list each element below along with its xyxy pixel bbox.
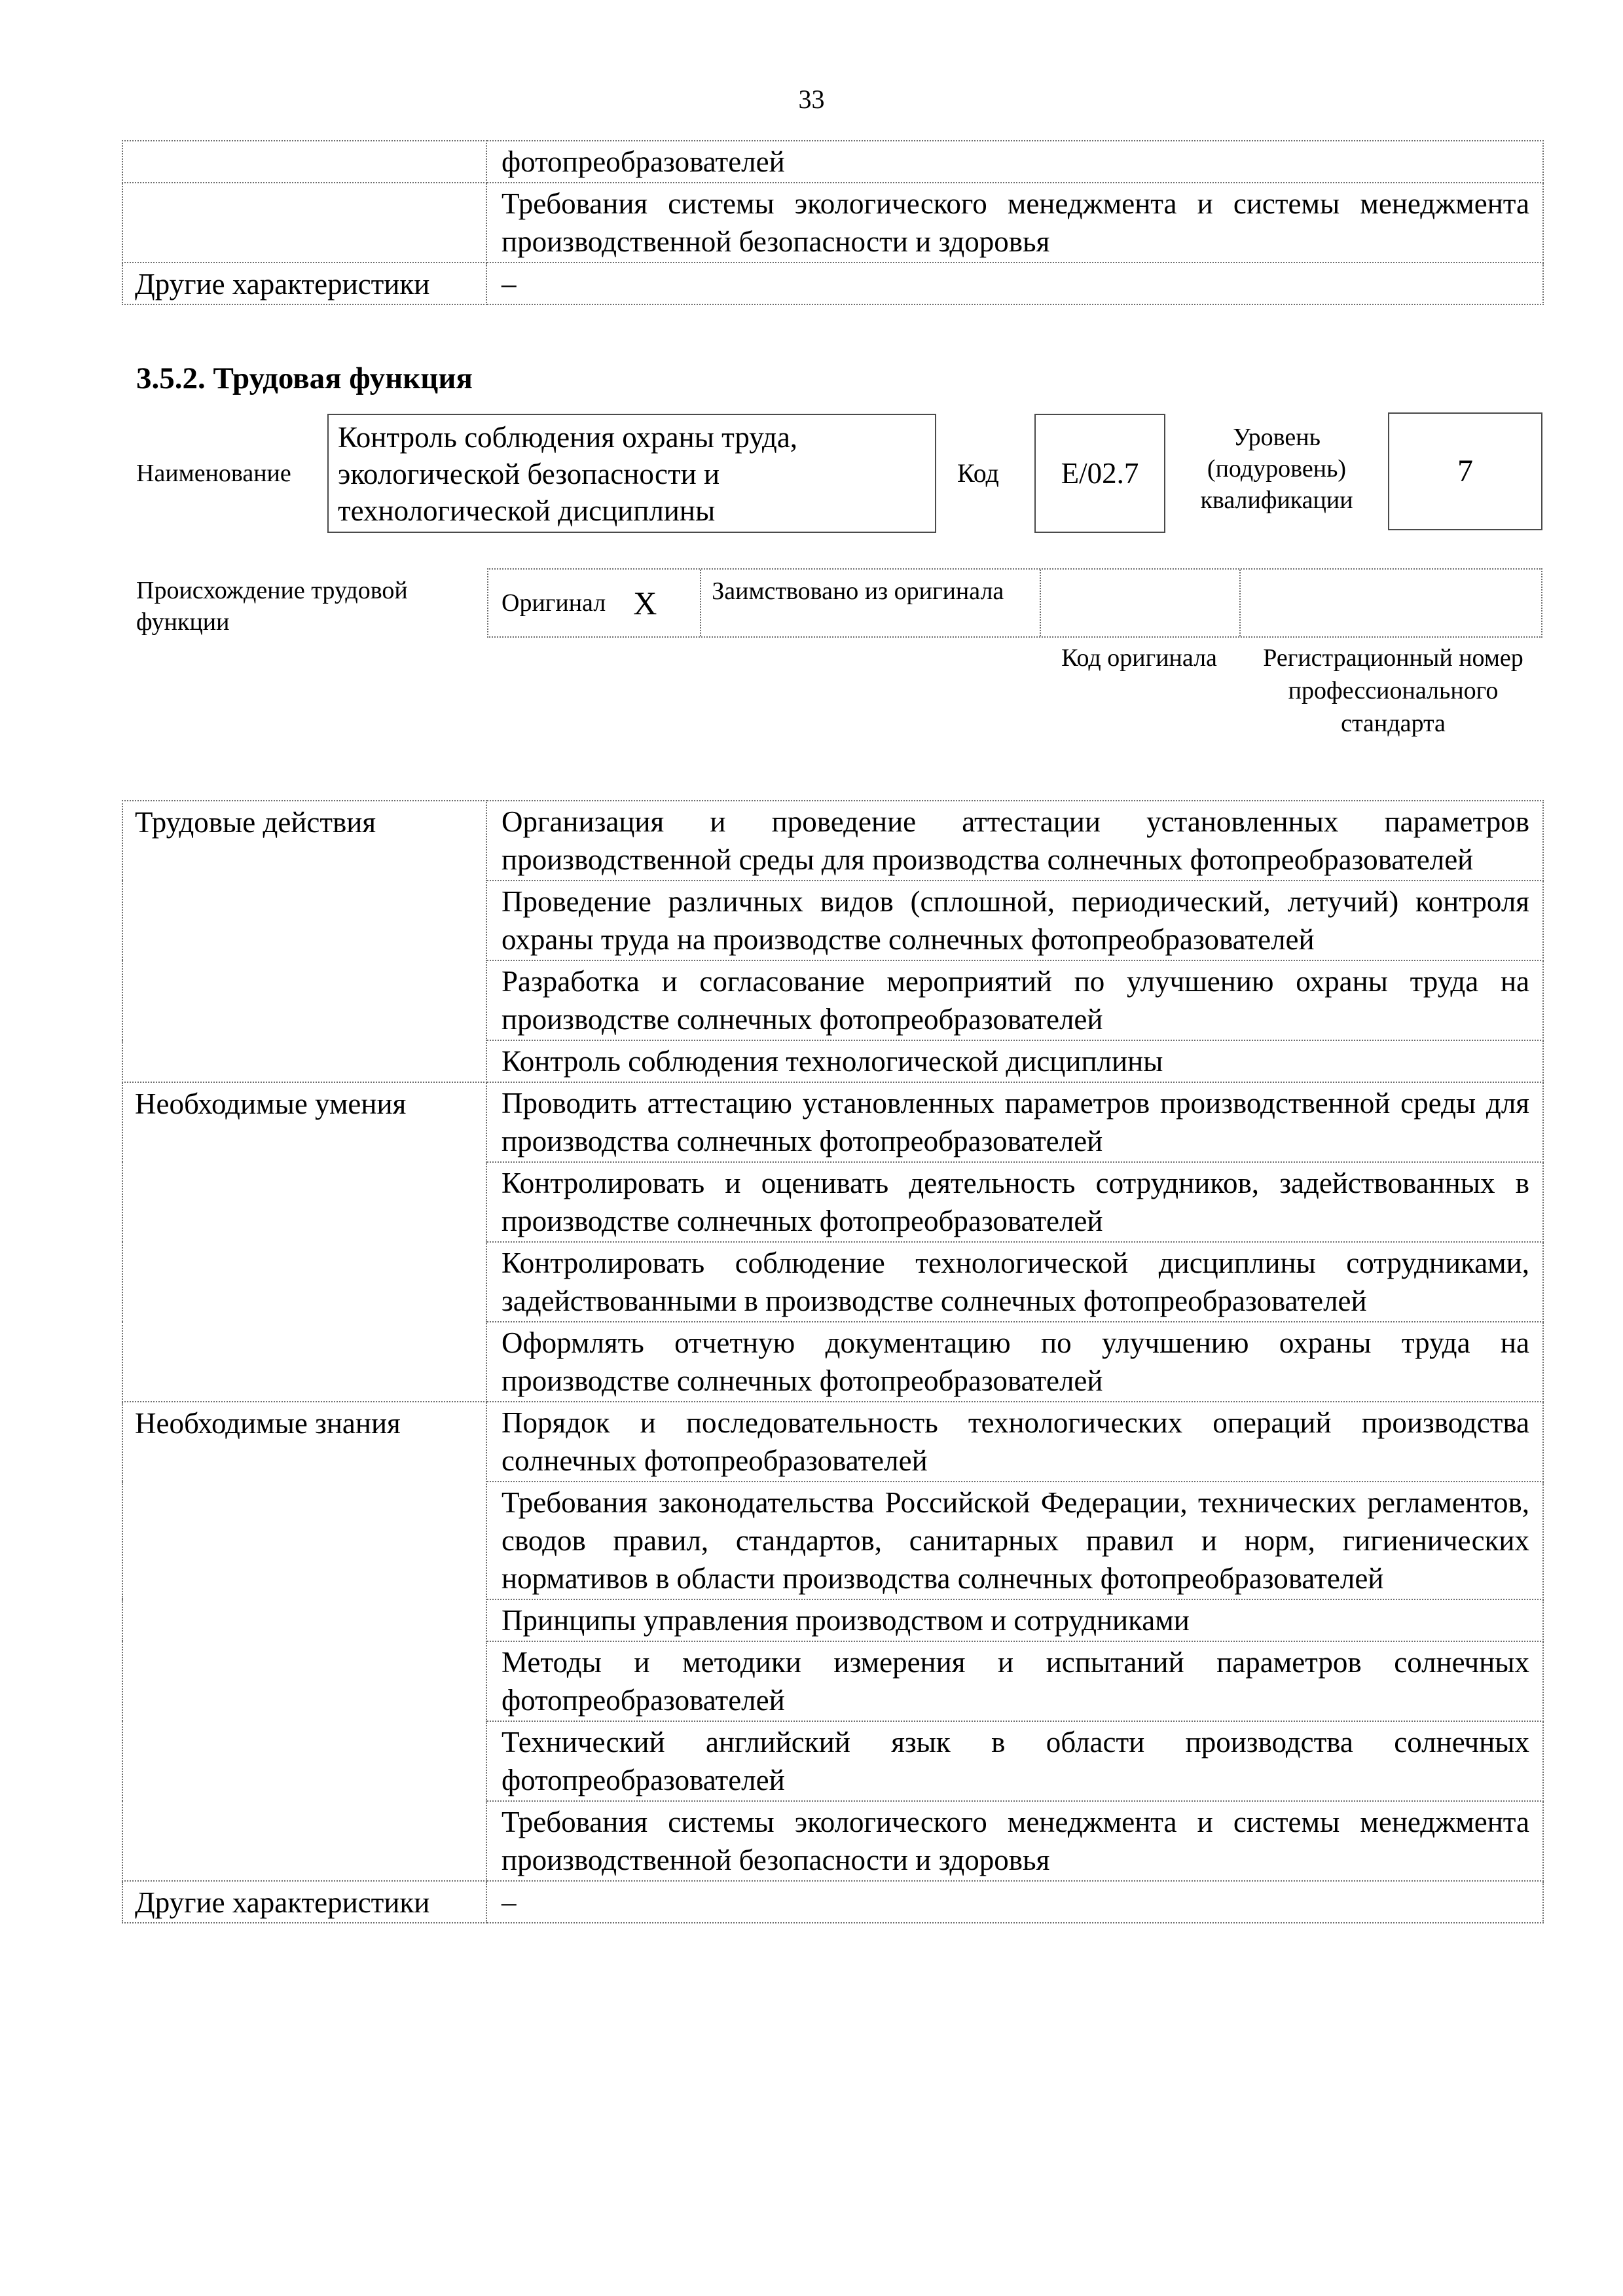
- labor-actions-label: Трудовые действия: [122, 801, 486, 1082]
- list-item: Методы и методики измерения и испытаний параметров солнечных фотопреобразователей: [486, 1641, 1543, 1721]
- page-number: 33: [798, 84, 825, 114]
- list-item: Организация и проведение аттестации установленных параметров производственной среды для производства солнечных фотопреобразователей: [486, 801, 1543, 881]
- table-row: [122, 1402, 1543, 1482]
- table-row: [122, 141, 1543, 183]
- top-table-continuation: [122, 140, 1544, 305]
- empty-label-cell: [122, 183, 486, 263]
- original-mark: X: [633, 585, 657, 621]
- list-item: Оформлять отчетную документацию по улучшению охраны труда на производстве солнечных фотопреобразователей: [486, 1322, 1543, 1402]
- code-box: E/02.7: [1034, 414, 1165, 533]
- list-item: Разработка и согласование мероприятий по улучшению охраны труда на производстве солнечных фотопреобразователей: [486, 960, 1543, 1040]
- table-row: [122, 263, 1543, 304]
- function-name-box: Контроль соблюдения охраны труда, экологической безопасности и технологической дисциплины: [327, 414, 936, 533]
- original-cell: [488, 570, 701, 636]
- code-caption: Код оригинала: [1061, 644, 1217, 672]
- list-item: Технический английский язык в области производства солнечных фотопреобразователей: [486, 1721, 1543, 1801]
- registration-number-cell: [1241, 570, 1541, 636]
- list-item: Контролировать и оценивать деятельность сотрудников, задействованных в производстве солнечных фотопреобразователей: [486, 1162, 1543, 1242]
- required-knowledge-label: Необходимые знания: [122, 1402, 486, 1881]
- registration-caption: Регистрационный номер профессионального стандарта: [1263, 644, 1523, 737]
- list-item: Требования законодательства Российской Федерации, технических регламентов, сводов правил, стандартов, санитарных правил и норм, гигиенических нормативов в области производства солнечных фотопреобразователей: [486, 1482, 1543, 1599]
- empty-label-cell: [122, 141, 486, 183]
- list-item: фотопреобразователей: [486, 141, 1543, 183]
- original-code-cell: [1041, 570, 1241, 636]
- table-row: [122, 801, 1543, 881]
- list-item: Проводить аттестацию установленных параметров производственной среды для производства солнечных фотопреобразователей: [486, 1082, 1543, 1162]
- original-label: Оригинал: [501, 589, 606, 617]
- section-title: 3.5.2. Трудовая функция: [136, 361, 473, 395]
- list-item: Требования системы экологического менеджмента и системы менеджмента производственной безопасности и здоровья: [486, 183, 1543, 263]
- name-label: Наименование: [136, 460, 291, 487]
- level-box: 7: [1388, 412, 1542, 530]
- other-characteristics-value: –: [486, 263, 1543, 304]
- list-item: Контролировать соблюдение технологической дисциплины сотрудниками, задействованными в производстве солнечных фотопреобразователей: [486, 1242, 1543, 1322]
- list-item: Контроль соблюдения технологической дисциплины: [486, 1040, 1543, 1082]
- origin-label: Происхождение трудовой функции: [136, 577, 408, 636]
- list-item: Проведение различных видов (сплошной, периодический, летучий) контроля охраны труда на производстве солнечных фотопреобразователей: [486, 881, 1543, 960]
- list-item: Требования системы экологического менеджмента и системы менеджмента производственной безопасности и здоровья: [486, 1801, 1543, 1881]
- required-skills-label: Необходимые умения: [122, 1082, 486, 1402]
- other-characteristics-label: Другие характеристики: [122, 1881, 486, 1923]
- borrowed-label: Заимствовано из оригинала: [701, 570, 1041, 636]
- origin-strip: [487, 568, 1542, 638]
- list-item: Принципы управления производством и сотрудниками: [486, 1599, 1543, 1641]
- other-characteristics-label: Другие характеристики: [122, 263, 486, 304]
- list-item: Порядок и последовательность технологических операций производства солнечных фотопреобразователей: [486, 1402, 1543, 1482]
- table-row: [122, 1881, 1543, 1923]
- other-characteristics-value: –: [486, 1881, 1543, 1923]
- table-row: [122, 1082, 1543, 1162]
- main-table: [122, 800, 1544, 1923]
- code-label: Код: [957, 458, 999, 488]
- level-label: Уровень (подуровень) квалификации: [1200, 424, 1353, 514]
- table-row: [122, 183, 1543, 263]
